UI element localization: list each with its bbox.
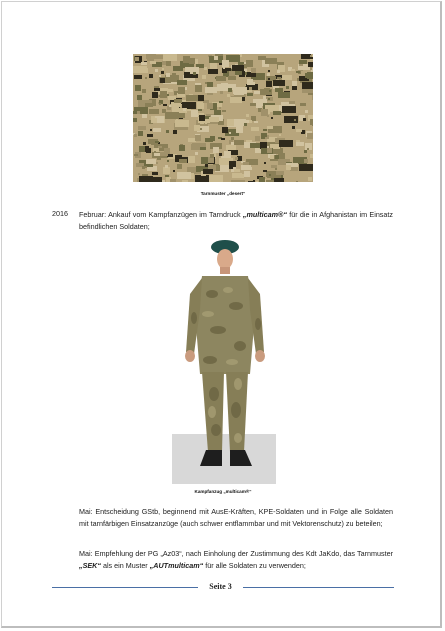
paragraph-may-text-1: Mai: Empfehlung der PG „Az03“, nach Einholung der Zustimmung des Kdt JaKdo, das Tarnmuster [79, 549, 393, 558]
paragraph-february-text-1: Februar: Ankauf vom Kampfanzügen im Tarndruck [79, 210, 243, 219]
page-number: Seite 3 [209, 582, 232, 591]
autmulticam-term: „AUTmulticam“ [149, 560, 204, 570]
paragraph-may-text-3: für alle Soldaten zu verwenden; [203, 560, 306, 570]
sek-term: „SEK“ [79, 560, 101, 570]
multicam-term: „multicam®“ [242, 210, 287, 219]
uniform-caption: Kampfanzug „multicam®“ [194, 489, 252, 494]
camo-caption: Tarnmuster „desert“ [200, 191, 246, 196]
paragraph-may-decision: Mai: Entscheidung GStb, beginnend mit AusE-Kräften, KPE-Soldaten und in Folge alle Soldaten mit tarnfärbigen Einsatzanzüge (auch schwer entflammbar und mit Vektorenschutz) zu beteilen; [79, 507, 393, 528]
paragraph-february [79, 209, 393, 232]
soldier-uniform-photo [172, 234, 276, 484]
year-label: 2016 [52, 209, 68, 218]
document-page [1, 1, 442, 628]
paragraph-may-text-2: als ein Muster [100, 560, 150, 570]
footer-divider-right [243, 587, 394, 588]
camouflage-pattern-image [133, 54, 313, 182]
footer-divider-left [52, 587, 198, 588]
paragraph-may-recommendation [79, 548, 393, 571]
paragraph-february-text-2: für die in Afghanistan im Einsatz befindlichen Soldaten; [79, 210, 393, 231]
